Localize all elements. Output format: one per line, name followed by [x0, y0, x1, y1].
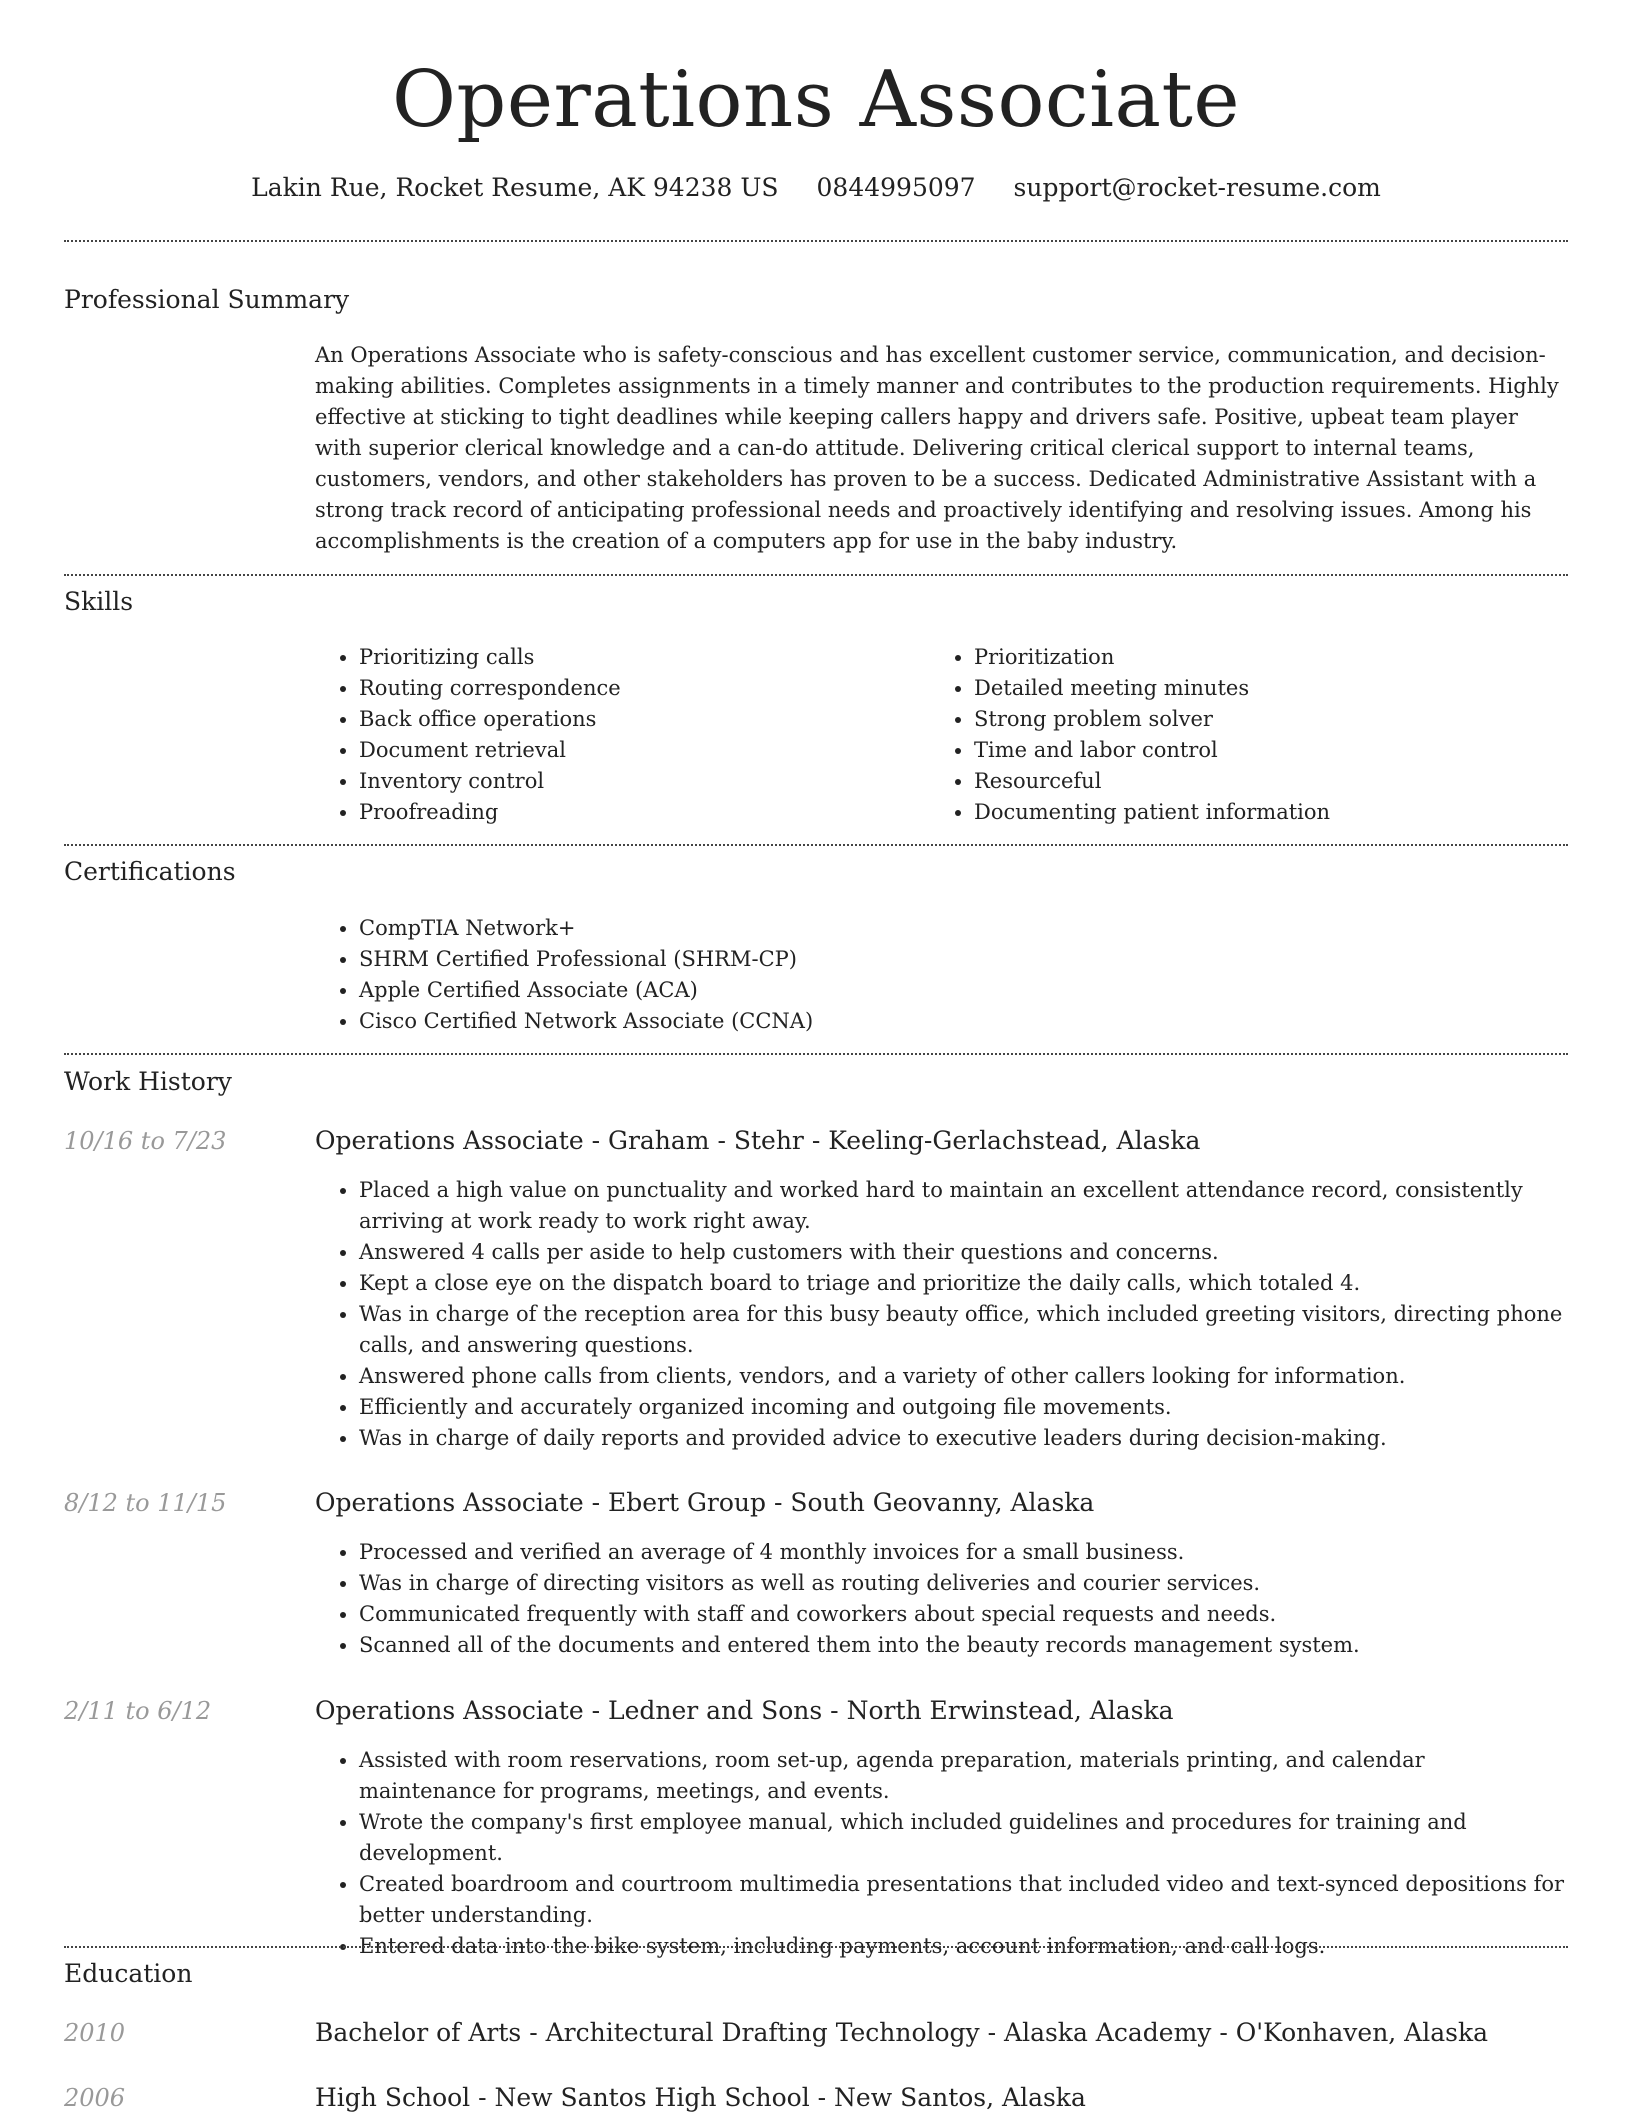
- skill-item: • Document retrieval: [359, 735, 915, 766]
- skill-item: • Proofreading: [359, 797, 915, 828]
- job-duty-item: • Was in charge of daily reports and provided advice to executive leaders during decision-making.: [359, 1423, 1565, 1454]
- certification-item: • Cisco Certified Network Associate (CCNA): [359, 1006, 1215, 1037]
- skills-left-column: [315, 642, 915, 828]
- section-divider: [64, 844, 1568, 846]
- summary-text: An Operations Associate who is safety-conscious and has excellent customer service, communication, and decision-making abilities. Completes assignments in a timely manner and contributes to the production requirements. Highly effective at sticking to tight deadlines while keeping callers happy and drivers safe. Positive, upbeat team player with superior clerical knowledge and a can-do attitude. Delivering critical clerical support to internal teams, customers, vendors, and other stakeholders has proven to be a success. Dedicated Administrative Assistant with a strong track record of anticipating professional needs and proactively identifying and resolving issues. Among his accomplishments is the creation of a computers app for use in the baby industry.: [315, 343, 1559, 553]
- job-duty-item: • Communicated frequently with staff and coworkers about special requests and needs.: [359, 1599, 1565, 1630]
- job-duty-item: • Entered data into the bike system, including payments, account information, and call logs.: [359, 1931, 1565, 1962]
- section-divider: [64, 240, 1568, 242]
- skill-item: • Prioritizing calls: [359, 642, 915, 673]
- job-title: Operations Associate - Ledner and Sons - North Erwinstead, Alaska: [315, 1696, 1174, 1725]
- job-duty-item: • Assisted with room reservations, room set-up, agenda preparation, materials printing, and calendar maintenance for programs, meetings, and events.: [359, 1745, 1565, 1807]
- job-duty-item: • Answered phone calls from clients, vendors, and a variety of other callers looking for information.: [359, 1361, 1565, 1392]
- section-divider: [64, 1946, 1568, 1948]
- job-duty-item: • Was in charge of the reception area for this busy beauty office, which included greeting visitors, directing phone calls, and answering questions.: [359, 1299, 1565, 1361]
- job-duties: [315, 1175, 1565, 1454]
- summary-heading: Professional Summary: [64, 285, 350, 314]
- certifications-list: [315, 913, 1215, 1037]
- job-duty-item: • Answered 4 calls per aside to help customers with their questions and concerns.: [359, 1237, 1565, 1268]
- skill-item: • Time and labor control: [974, 735, 1530, 766]
- education-title: Bachelor of Arts - Architectural Drafting Technology - Alaska Academy - O'Konhaven, Alaska: [315, 2018, 1489, 2047]
- job-duty-item: • Created boardroom and courtroom multimedia presentations that included video and text-synced depositions for better understanding.: [359, 1869, 1565, 1931]
- job-duty-item: • Scanned all of the documents and entered them into the beauty records management system.: [359, 1630, 1565, 1661]
- resume-title: Operations Associate: [391, 55, 1241, 145]
- job-duty-item: • Placed a high value on punctuality and worked hard to maintain an excellent attendance record, consistently arriving at work ready to work right away.: [359, 1175, 1565, 1237]
- skill-item: • Documenting patient information: [974, 797, 1530, 828]
- skill-item: • Strong problem solver: [974, 704, 1530, 735]
- skills-heading: Skills: [64, 587, 134, 616]
- section-divider: [64, 1053, 1568, 1055]
- job-duty-item: • Efficiently and accurately organized incoming and outgoing file movements.: [359, 1392, 1565, 1423]
- skills-right-column: [930, 642, 1530, 828]
- job-dates: 10/16 to 7/23: [64, 1127, 227, 1155]
- contact-phone: 0844995097: [816, 173, 976, 202]
- education-year: 2010: [64, 2019, 126, 2047]
- skill-item: • Routing correspondence: [359, 673, 915, 704]
- job-duties: [315, 1745, 1565, 1962]
- job-dates: 2/11 to 6/12: [64, 1697, 212, 1725]
- job-duty-item: • Processed and verified an average of 4 monthly invoices for a small business.: [359, 1537, 1565, 1568]
- certification-item: • SHRM Certified Professional (SHRM-CP): [359, 944, 1215, 975]
- job-title: Operations Associate - Graham - Stehr - Keeling-Gerlachstead, Alaska: [315, 1126, 1201, 1155]
- certification-item: • CompTIA Network+: [359, 913, 1215, 944]
- skill-item: • Inventory control: [359, 766, 915, 797]
- skill-item: • Prioritization: [974, 642, 1530, 673]
- section-divider: [64, 574, 1568, 576]
- education-heading: Education: [64, 1959, 193, 1988]
- job-duties: [315, 1537, 1565, 1661]
- education-title: High School - New Santos High School - New Santos, Alaska: [315, 2083, 1086, 2112]
- contact-line: [0, 170, 1632, 206]
- certifications-heading: Certifications: [64, 857, 236, 886]
- job-duty-item: • Kept a close eye on the dispatch board to triage and prioritize the daily calls, which totaled 4.: [359, 1268, 1565, 1299]
- skill-item: • Detailed meeting minutes: [974, 673, 1530, 704]
- education-year: 2006: [64, 2084, 126, 2112]
- skill-item: • Resourceful: [974, 766, 1530, 797]
- skill-item: • Back office operations: [359, 704, 915, 735]
- contact-address: Lakin Rue, Rocket Resume, AK 94238 US: [251, 173, 779, 202]
- job-dates: 8/12 to 11/15: [64, 1489, 227, 1517]
- job-title: Operations Associate - Ebert Group - South Geovanny, Alaska: [315, 1488, 1095, 1517]
- certification-item: • Apple Certified Associate (ACA): [359, 975, 1215, 1006]
- work-history-heading: Work History: [64, 1067, 232, 1096]
- contact-email: support@rocket-resume.com: [1013, 173, 1381, 202]
- job-duty-item: • Wrote the company's first employee manual, which included guidelines and procedures for training and development.: [359, 1807, 1565, 1869]
- job-duty-item: • Was in charge of directing visitors as well as routing deliveries and courier services.: [359, 1568, 1565, 1599]
